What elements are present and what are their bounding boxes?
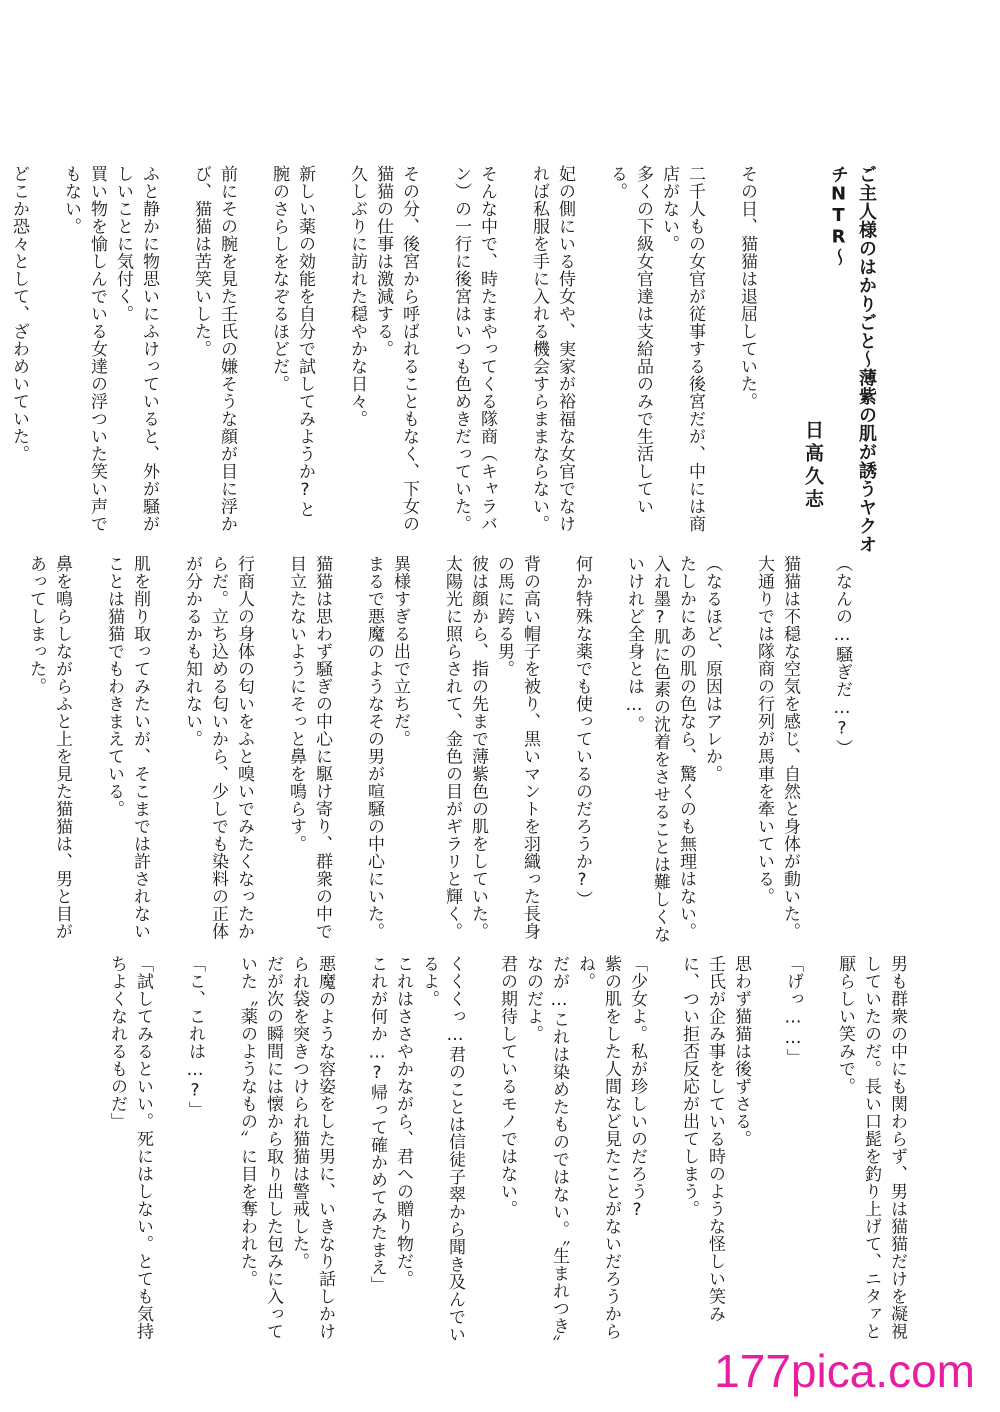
story-title: ご主人様のはかりごと〜薄紫の肌が誘うヤクオチNTR〜: [828, 165, 877, 554]
text-block-middle: （なんの…騒ぎだ…?） 猫猫は不穏な空気を感じ、自然と身体が動いた。 大通りでは隊商の行列が馬車を牽いている。 （なるほど、原因はアレか。 たしかにあの肌の色なら、驚くのも無理はない。 入れ墨?肌に色素の沈着をさせることは難しくないけれど全身とは…。 何か特殊な薬でも使っているのだろうか?） 背の高い帽子を被り、黒いマントを羽織った長身の馬に跨る男。 彼は顔から、指の先まで薄紫色の肌をしていた。 太陽光に照らされて、金色の目がギラリと輝く。 異様すぎる出で立ちだ。 まるで悪魔のようなその男が喧騒の中心にいた。 猫猫は思わず騒ぎの中心に駆け寄り、群衆の中で目立たないようにそっと鼻を鳴らす。 行商人の身体の匂いをふと嗅いでみたくなったからだ。立ち込める匂いから、少しでも染料の正体が分かるかも知れない。 肌を削り取ってみたいが、そこまでは許されないことは猫猫でもわきまえている。 鼻を鳴らしながらふと上を見た猫猫は、男と目があってしまった。: [26, 555, 852, 943]
author-name: 日高久志: [802, 420, 824, 512]
text-block-top: その日、猫猫は退屈していた。 二千人もの女官が従事する後宮だが、中には商店がない。 多くの下級女官達は支給品のみで生活している。 妃の側にいる侍女や、実家が裕福な女官でなければ私服を手に入れる機会すらままならない。 そんな中で、時たまやってくる隊商（キャラバン）の一行に後宮はいつも色めきだっていた。 その分、後宮から呼ばれることもなく、下女の猫猫の仕事は激減する。 久しぶりに訪れた穏やかな日々。 新しい薬の効能を自分で試してみようか?と腕のさらしをなぞるほどだ。 前にその腕を見た壬氏の嫌そうな顔が目に浮かび、猫猫は苦笑いした。 ふと静かに物思いにふけっていると、外が騒がしいことに気付く。 買い物を愉しんでいる女達の浮ついた笑い声でもない。 どこか恐々として、ざわめいていた。: [9, 165, 757, 533]
site-watermark: 177pica.com: [714, 1345, 975, 1397]
text-block-bottom: 男も群衆の中にも関わらず、男は猫猫だけを凝視していたのだ。長い口髭を釣り上げて、ニタァと厭らしい笑みで。 「げっ……」 思わず猫猫は後ずさる。 壬氏が企み事をしている時のような怪しい笑みに、つい拒否反応が出てしまう。 「少女よ。私が珍しいのだろう? 紫の肌をした人間など見たことがないだろうからね。 だが…これは染めたものではない。〝生まれつき〟なのだよ。 君の期待しているモノではない。 くくくっ…君のことは信徒子翠から聞き及んでいるよ。 これはささやかながら、君への贈り物だ。 これが何か…?帰って確かめてみたまえ」 悪魔のような容姿をした男に、いきなり話しかけられ袋を突きつけられ猫猫は警戒した。 だが次の瞬間には懐から取り出した包みに入っていた〝薬のようなもの〟に目を奪われた。 「こ、これは…?」 「試してみるといい。死にはしない。とても気持ちよくなれるものだ」: [107, 955, 907, 1352]
